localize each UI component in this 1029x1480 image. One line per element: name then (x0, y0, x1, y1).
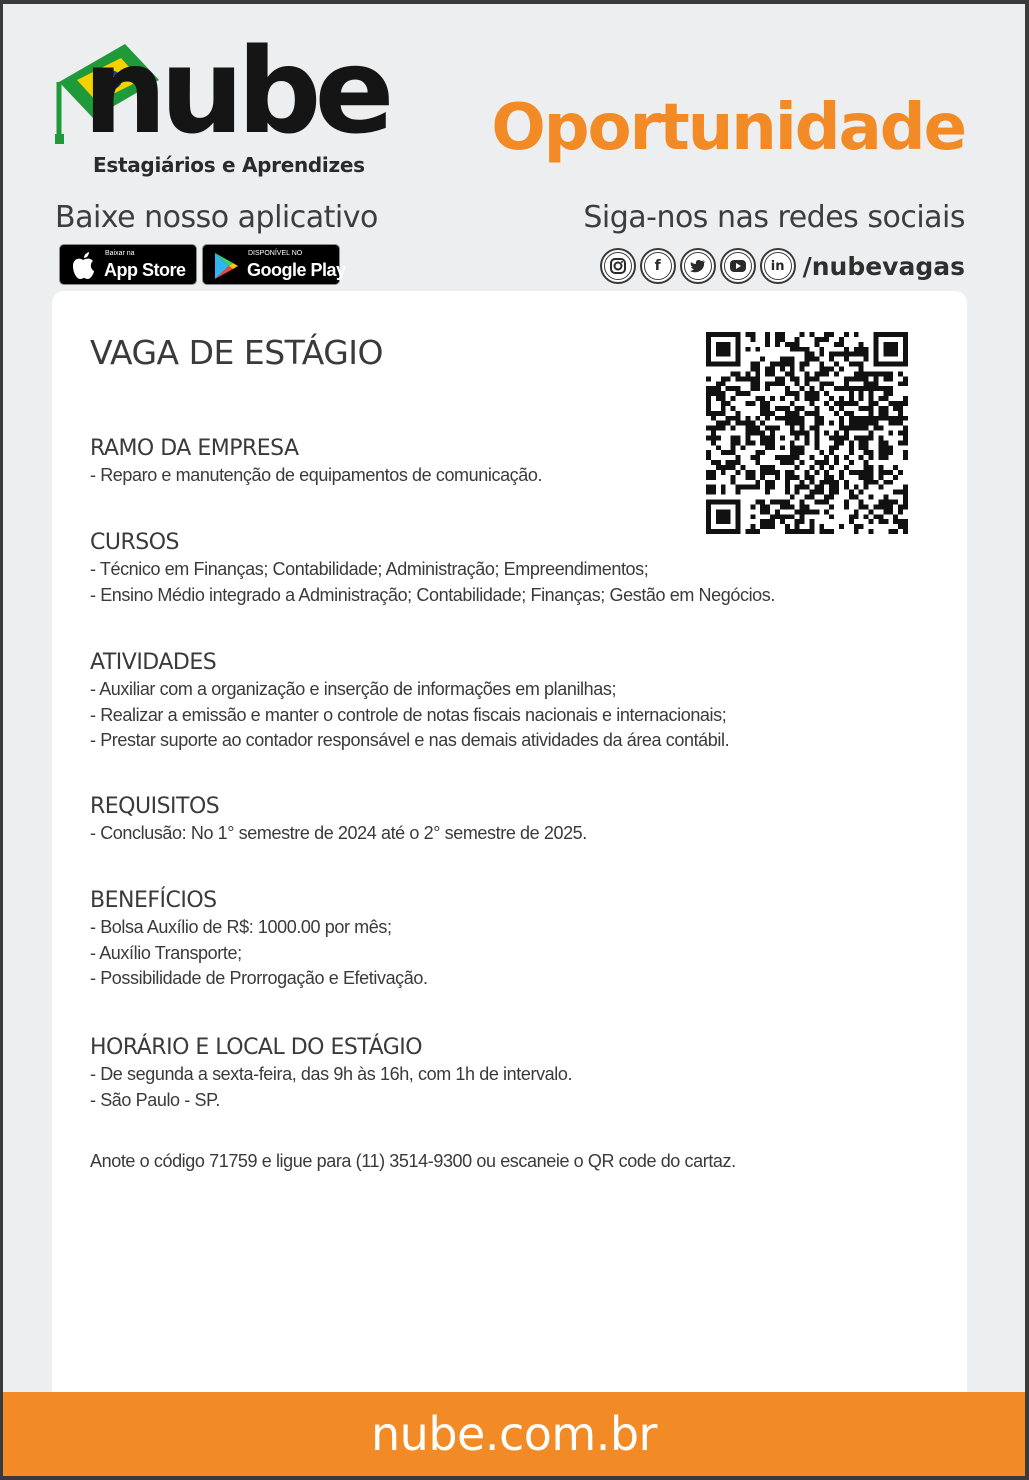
qr-code[interactable] (706, 332, 908, 534)
instagram-icon[interactable] (600, 248, 636, 284)
logo-subtitle: Estagiários e Aprendizes (93, 153, 365, 177)
section-ramo (90, 435, 542, 489)
section-line: - São Paulo - SP. (90, 1089, 220, 1110)
section-line: - Bolsa Auxílio de R$: 1000.00 por mês; (90, 917, 392, 937)
section-heading: HORÁRIO E LOCAL DO ESTÁGIO (90, 1035, 423, 1060)
social-links (600, 248, 965, 284)
app-store-badge[interactable] (59, 244, 197, 285)
section-beneficios (90, 887, 428, 992)
google-play-small-text: DISPONÍVEL NO (248, 250, 303, 257)
app-store-label: App Store (104, 260, 186, 280)
job-card (52, 291, 967, 1421)
section-line: - Realizar a emissão e manter o controle de notas fiscais nacionais e internacionais; (90, 704, 727, 725)
section-line: - Conclusão: No 1° semestre de 2024 até o 2° semestre de 2025. (90, 823, 587, 843)
headline: Oportunidade (491, 91, 965, 165)
section-line: - Ensino Médio integrado a Administração; Contabilidade; Finanças; Gestão em Negócios. (90, 584, 775, 605)
social-title: Siga-nos nas redes sociais (583, 200, 965, 235)
app-store-small-text: Baixar na (105, 250, 135, 257)
store-badges (59, 244, 346, 285)
logo-wordmark: nube (83, 22, 388, 160)
apple-icon (70, 252, 96, 280)
section-line: - Possibilidade de Prorrogação e Efetivação. (90, 968, 428, 988)
google-play-badge[interactable] (202, 244, 346, 285)
footer-bar (3, 1392, 1025, 1476)
section-line: - Auxílio Transporte; (90, 942, 242, 963)
youtube-icon[interactable] (720, 248, 756, 284)
section-requisitos (90, 793, 587, 847)
section-line: - Técnico em Finanças; Contabilidade; Administração; Empreendimentos; (90, 559, 649, 579)
section-heading: ATIVIDADES (90, 650, 217, 675)
section-heading: RAMO DA EMPRESA (90, 436, 299, 461)
contact-note: Anote o código 71759 e ligue para (11) 3514-9300 ou escaneie o QR code do cartaz. (90, 1151, 736, 1171)
section-heading: REQUISITOS (90, 794, 220, 819)
section-line: - Auxiliar com a organização e inserção de informações em planilhas; (90, 679, 617, 699)
social-handle[interactable]: /nubevagas (802, 251, 965, 281)
qr-finder-pattern (708, 502, 738, 532)
linkedin-icon[interactable]: in (760, 248, 796, 284)
section-cursos (90, 529, 775, 608)
footer-url[interactable]: nube.com.br (371, 1407, 657, 1461)
nube-logo[interactable] (55, 22, 388, 188)
section-line: - De segunda a sexta-feira, das 9h às 16h, com 1h de intervalo. (90, 1064, 573, 1084)
qr-finder-pattern (708, 334, 738, 364)
section-line: - Prestar suporte ao contador responsável e nas demais atividades da área contábil. (90, 730, 730, 750)
section-heading: BENEFÍCIOS (90, 888, 217, 913)
job-poster (3, 4, 1025, 1476)
section-line: - Reparo e manutenção de equipamentos de comunicação. (90, 465, 543, 485)
google-play-label: Google Play (247, 260, 346, 280)
section-horario (90, 1034, 572, 1113)
section-heading: CURSOS (90, 530, 179, 555)
job-title: VAGA DE ESTÁGIO (90, 333, 384, 372)
twitter-icon[interactable] (680, 248, 716, 284)
facebook-icon[interactable]: f (640, 248, 676, 284)
google-play-icon (213, 252, 239, 280)
qr-finder-pattern (876, 334, 906, 364)
section-atividades (90, 649, 729, 754)
app-download-title: Baixe nosso aplicativo (55, 200, 378, 235)
